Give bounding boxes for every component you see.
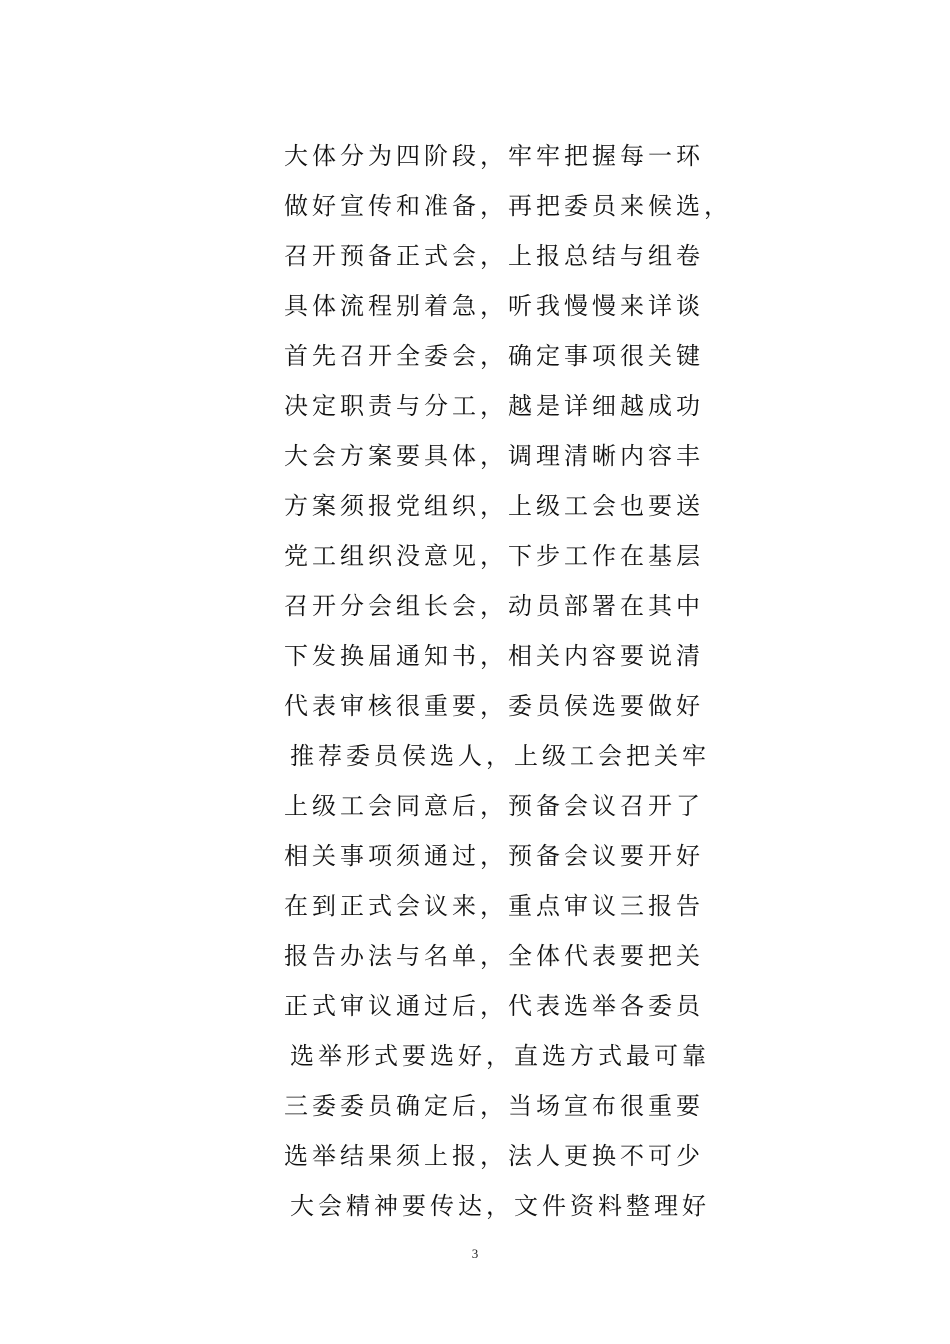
poem-line: 决定职责与分工，越是详细越成功 [284,392,704,420]
poem-line: 上级工会同意后，预备会议召开了 [284,792,704,820]
poem-line: 正式审议通过后，代表选举各委员 [284,992,704,1020]
page-number: 3 [471,1246,479,1261]
poem-line: 大体分为四阶段，牢牢把握每一环 [284,142,704,170]
poem-line: 代表审核很重要，委员侯选要做好 [284,692,704,720]
poem-line: 下发换届通知书，相关内容要说清 [284,642,704,670]
poem-line: 首先召开全委会，确定事项很关键 [284,342,704,370]
poem-line: 推荐委员侯选人，上级工会把关牢 [290,742,710,770]
poem-line: 党工组织没意见，下步工作在基层 [284,542,704,570]
poem-line: 相关事项须通过，预备会议要开好 [284,842,704,870]
poem-line: 做好宣传和准备，再把委员来候选， [284,192,732,220]
poem-line: 方案须报党组织，上级工会也要送 [284,492,704,520]
poem-line: 召开预备正式会，上报总结与组卷 [284,242,704,270]
poem-line: 报告办法与名单，全体代表要把关 [284,942,704,970]
poem-line: 选举形式要选好，直选方式最可靠 [290,1042,710,1070]
poem-line: 选举结果须上报，法人更换不可少 [284,1142,704,1170]
poem-line: 三委委员确定后，当场宣布很重要 [284,1092,704,1120]
poem-body [284,131,732,1231]
poem-line: 在到正式会议来，重点审议三报告 [284,892,704,920]
poem-line: 召开分会组长会，动员部署在其中 [284,592,704,620]
poem-line: 具体流程别着急，听我慢慢来详谈 [284,292,704,320]
poem-line: 大会方案要具体，调理清晰内容丰 [284,442,704,470]
poem-line: 大会精神要传达，文件资料整理好 [290,1192,710,1220]
